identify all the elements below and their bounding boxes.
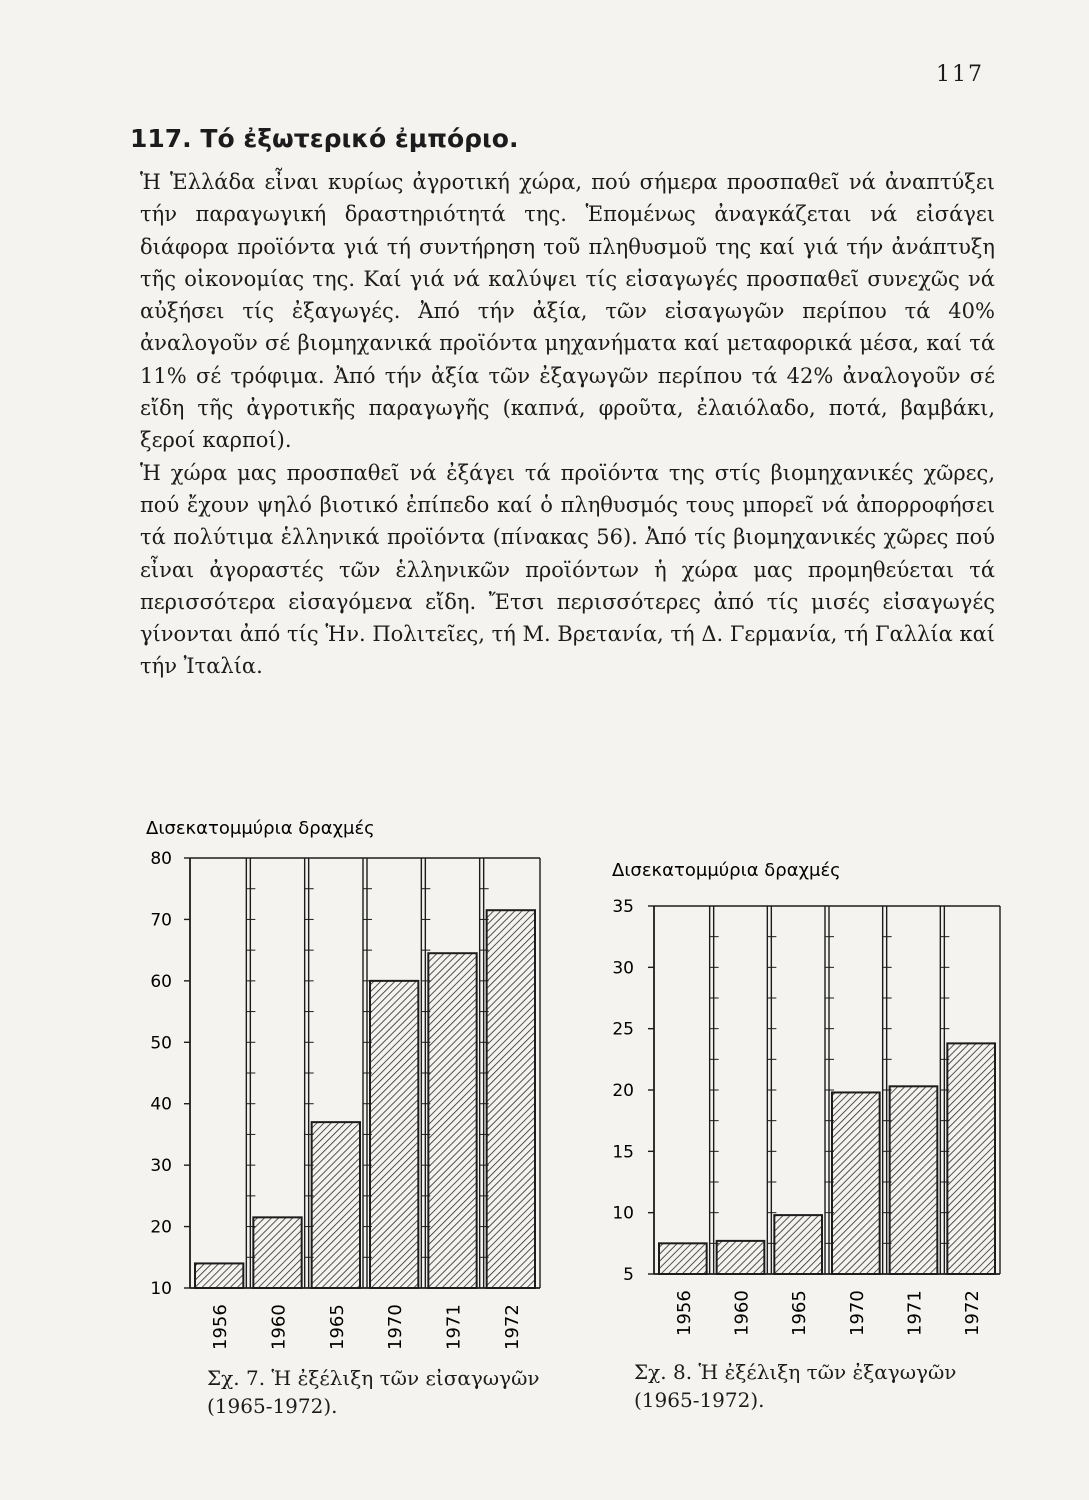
bar [832,1092,880,1274]
bar [890,1086,938,1274]
y-tick-label: 10 [612,1203,634,1224]
bar [659,1243,707,1274]
y-tick-label: 50 [150,1033,172,1054]
y-tick-label: 35 [612,897,634,917]
y-axis-title: Δισεκατομμύρια δραχμές [146,818,375,839]
y-tick-label: 60 [150,971,172,992]
x-tick-label: 1971 [443,1304,465,1350]
y-tick-label: 10 [150,1279,172,1299]
y-tick-label: 70 [150,910,172,931]
page-number: 117 [936,62,984,87]
x-tick-label: 1956 [210,1304,232,1350]
x-tick-label: 1965 [326,1304,348,1350]
paragraph: Ἡ χώρα μας προσπαθεῖ νά ἐξάγει τά προϊόντα της στίς βιομηχανικές χῶρες, πού ἔχουν ψηλό βιοτικό ἐπίπεδο καί ὁ πληθυσμός τους μπορεῖ νά ἀπορροφήσει τά πολύτιμα ἑλληνικά προϊόντα (πίνακας 56). Ἀπό τίς βιομηχανικές χῶρες πού εἶναι ἀγοραστές τῶν ἑλληνικῶν προϊόντων ἡ χώρα μας προμηθεύεται τά περισσότερα εἰσαγόμενα εἴδη. Ἔτσι περισσότερες ἀπό τίς μισές εἰσαγωγές γίνονται ἀπό τίς Ἡν. Πολιτεῖες, τή Μ. Βρετανία, τή Δ. Γερμανία, τή Γαλλία καί τήν Ἰταλία. [140,460,995,679]
section-heading: 117. Τό ἐξωτερικό ἐμπόριο. [130,124,519,153]
y-tick-label: 30 [612,958,634,979]
x-tick-label: 1956 [673,1290,695,1336]
y-tick-label: 30 [150,1156,172,1177]
y-tick-label: 20 [150,1217,172,1238]
paragraph: Ἡ Ἑλλάδα εἶναι κυρίως ἀγροτική χώρα, πού σήμερα προσπαθεῖ νά ἀναπτύξει τήν παραγωγική δραστηριότητά της. Ἑπομένως ἀναγκάζεται νά εἰσάγει διάφορα προϊόντα γιά τή συντήρηση τοῦ πληθυσμοῦ της καί γιά τήν ἀνάπτυξη τῆς οἰκονομίας της. Καί γιά νά καλύψει τίς εἰσαγωγές προσπαθεῖ συνεχῶς νά αὐξήσει τίς ἐξαγωγές. Ἀπό τήν ἀξία, τῶν εἰσαγωγῶν περίπου τά 40% ἀναλογοῦν σέ βιομηχανικά προϊόντα μηχανήματα καί μεταφορικά μέσα, καί τά 11% σέ τρόφιμα. Ἀπό τήν ἀξία τῶν ἐξαγωγῶν περίπου τά 42% ἀναλογοῦν σέ εἴδη τῆς ἀγροτικῆς παραγωγῆς (καπνά, φροῦτα, ἐλαιόλαδο, ποτά, βαμβάκι, ξεροί καρποί). [140,170,995,453]
bar [947,1043,995,1274]
x-tick-label: 1971 [904,1290,926,1336]
x-tick-label: 1960 [731,1290,753,1336]
x-tick-label: 1970 [846,1290,868,1336]
bar [717,1241,765,1274]
bar [370,981,418,1288]
x-tick-label: 1972 [962,1290,984,1336]
y-tick-label: 5 [623,1265,634,1285]
bar [487,910,535,1288]
y-tick-label: 40 [150,1094,172,1115]
y-tick-label: 80 [150,849,172,869]
exports-chart [612,860,1000,1336]
caption-line: Σχ. 8. Ἡ ἐξέλιξη τῶν ἐξαγωγῶν [634,1360,957,1384]
y-tick-label: 20 [612,1081,634,1101]
x-tick-label: 1960 [268,1304,290,1350]
body-text [140,166,995,683]
bar [428,953,476,1288]
imports-chart [146,818,540,1350]
y-axis-title: Δισεκατομμύρια δραχμές [612,860,841,881]
x-tick-label: 1970 [385,1304,407,1350]
bar [253,1217,301,1288]
figure-8-caption [634,1358,1014,1414]
bar [312,1122,360,1288]
bar [774,1215,822,1274]
figure-7-caption [207,1364,587,1420]
caption-line: (1965-1972). [634,1388,765,1412]
x-tick-label: 1965 [789,1290,811,1336]
y-tick-label: 25 [612,1019,634,1040]
y-tick-label: 15 [612,1142,634,1163]
x-tick-label: 1972 [501,1304,523,1350]
caption-line: Σχ. 7. Ἡ ἐξέλιξη τῶν εἰσαγωγῶν [207,1366,540,1390]
bar [195,1263,243,1288]
caption-line: (1965-1972). [207,1394,338,1418]
figures [0,810,1089,1370]
